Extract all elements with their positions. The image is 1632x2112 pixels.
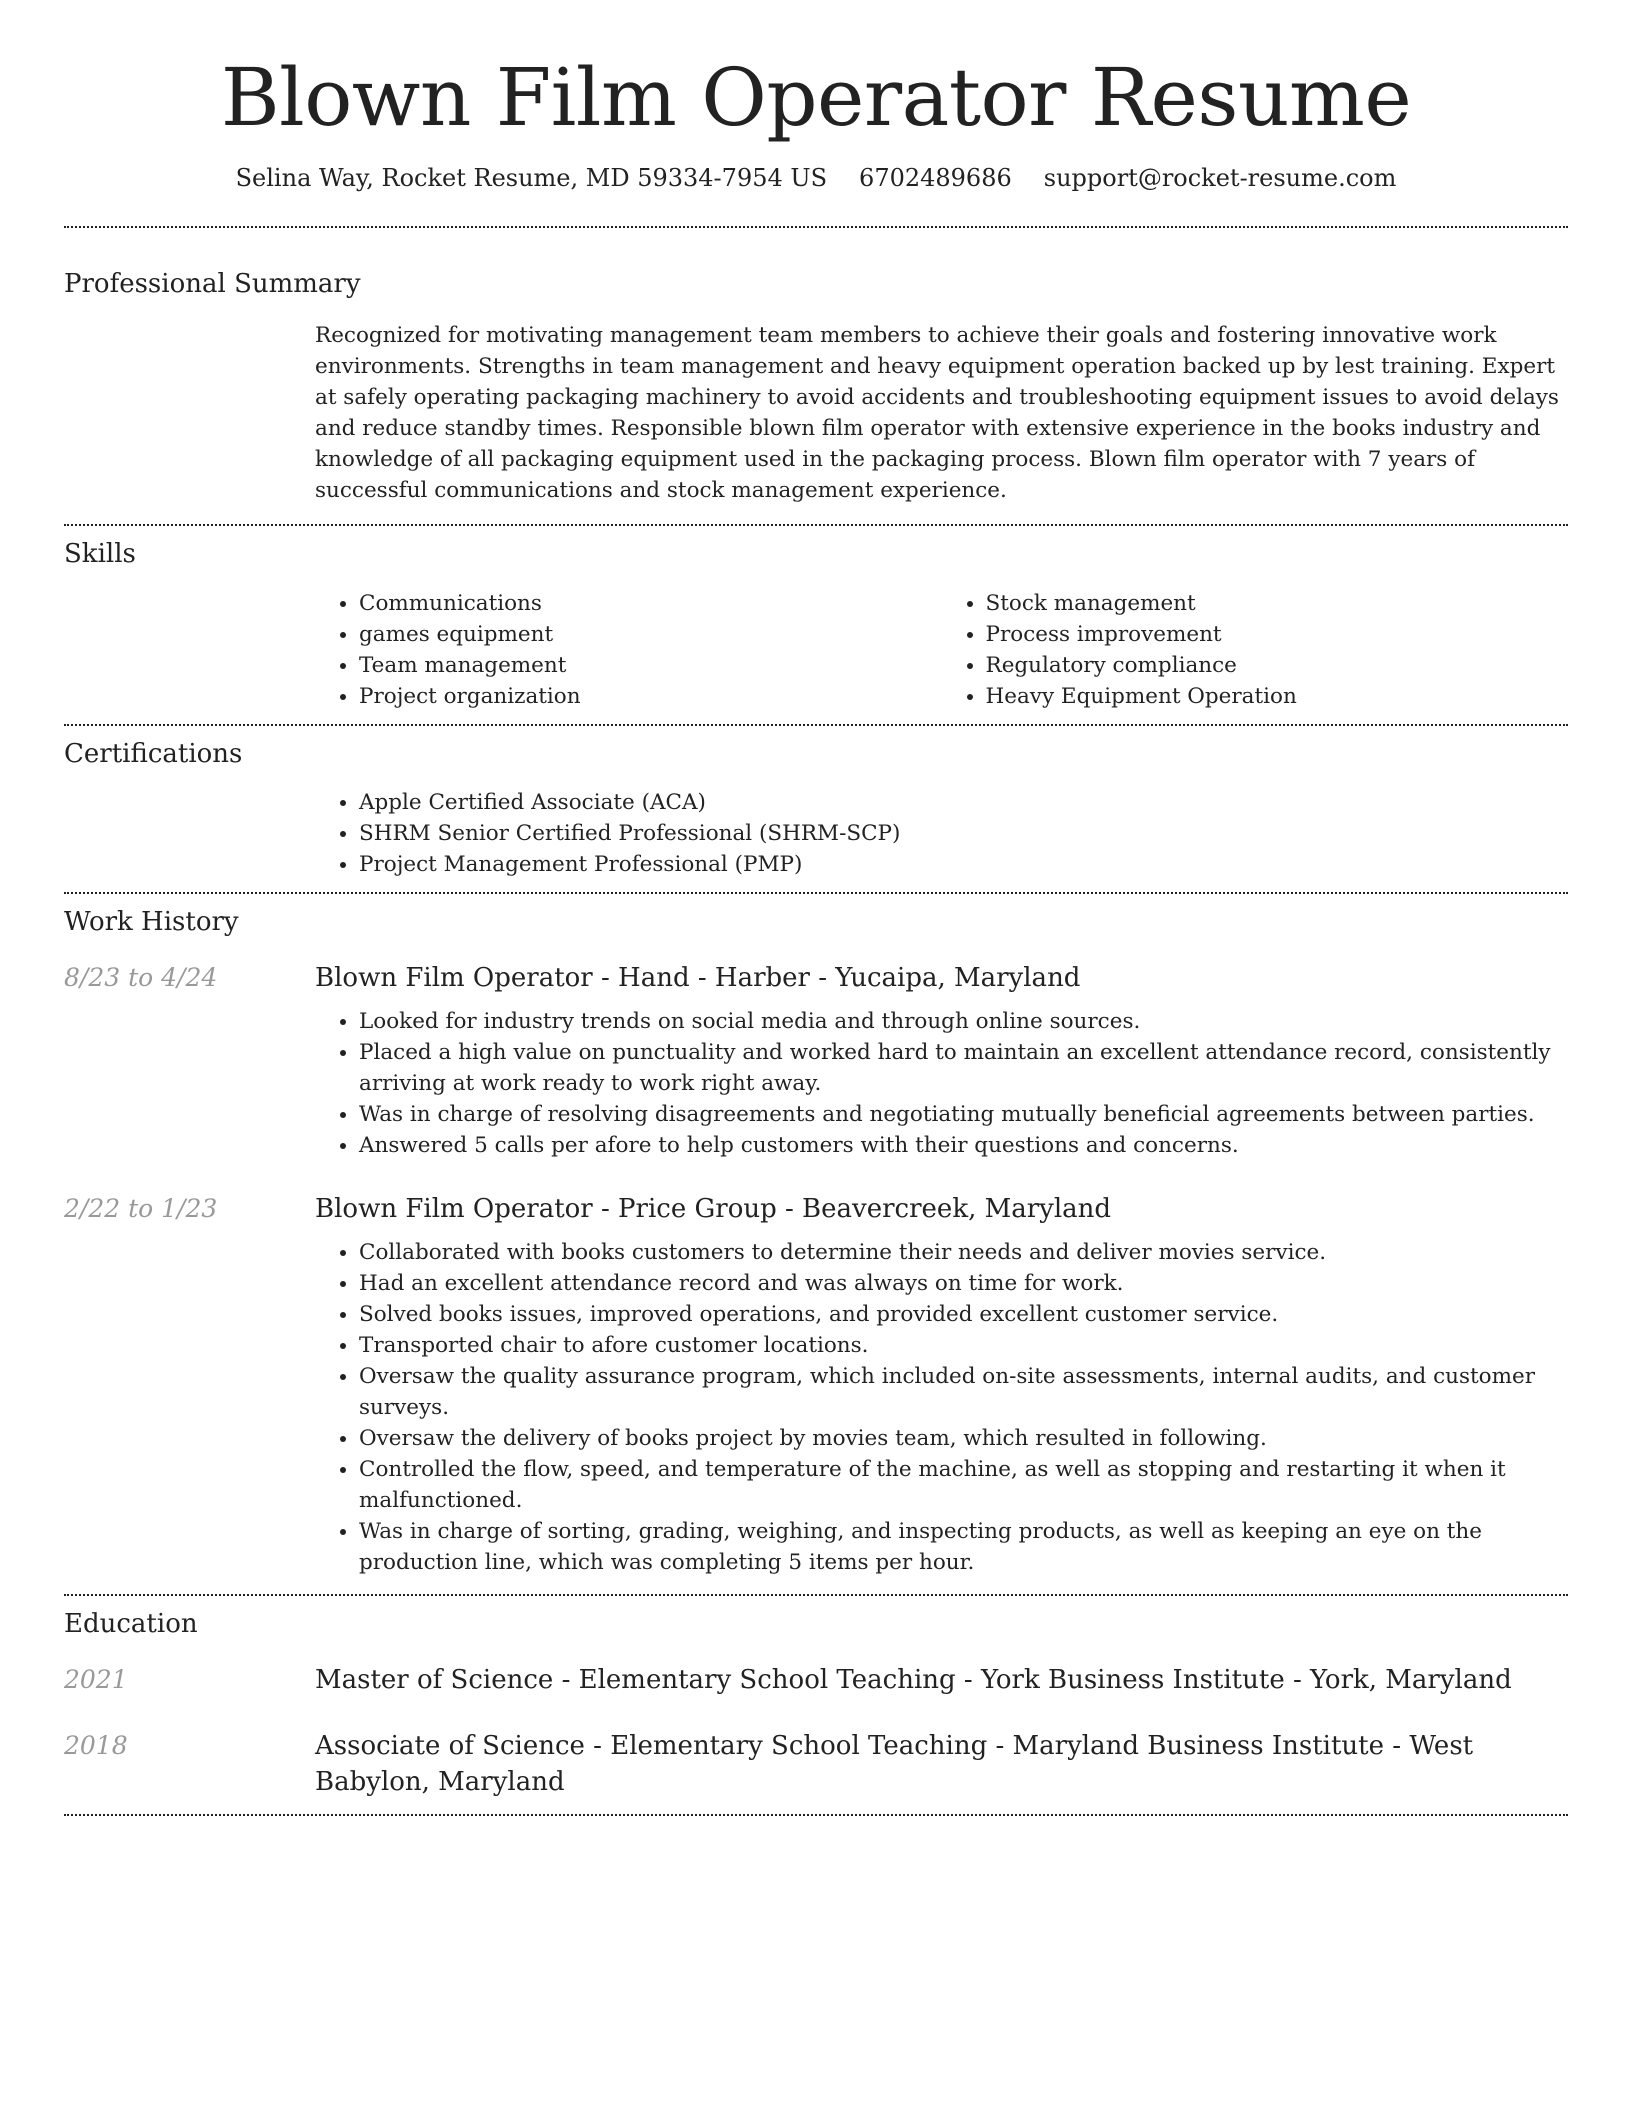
- work-heading: Work History: [64, 907, 239, 938]
- job-bullets: [315, 1006, 1568, 1161]
- education-heading: Education: [64, 1609, 198, 1640]
- skill-item: • Process improvement: [986, 619, 1569, 650]
- summary-text: Recognized for motivating management team members to achieve their goals and fostering innovative work environments. Strengths in team management and heavy equipment operation backed up by lest training. Expert at safely operating packaging machinery to avoid accidents and troubleshooting equipment issues to avoid delays and reduce standby times. Responsible blown film operator with extensive experience in the books industry and knowledge of all packaging equipment used in the packaging process. Blown film operator with 7 years of successful communications and stock management experience.: [315, 322, 1559, 503]
- job-title: Blown Film Operator - Hand - Harber - Yucaipa, Maryland: [315, 963, 1081, 994]
- job-bullet: • Had an excellent attendance record and was always on time for work.: [359, 1268, 1568, 1299]
- job-entry: [64, 1191, 1568, 1594]
- skill-item: • Stock management: [986, 588, 1569, 619]
- skill-item: • Communications: [359, 588, 942, 619]
- education-entry: [64, 1662, 1568, 1698]
- skill-item: • Heavy Equipment Operation: [986, 681, 1569, 712]
- job-entry: [64, 960, 1568, 1161]
- education-section: [64, 1596, 1568, 1814]
- skill-item: • Project organization: [359, 681, 942, 712]
- resume-header: [64, 0, 1568, 192]
- skill-item: • Team management: [359, 650, 942, 681]
- job-bullet: • Oversaw the quality assurance program, which included on-site assessments, internal audits, and customer surveys.: [359, 1361, 1568, 1423]
- skills-columns: [315, 588, 1568, 724]
- skill-item: • Regulatory compliance: [986, 650, 1569, 681]
- skills-list-right: [942, 588, 1569, 712]
- job-bullet: • Solved books issues, improved operations, and provided excellent customer service.: [359, 1299, 1568, 1330]
- job-bullet: • Answered 5 calls per afore to help customers with their questions and concerns.: [359, 1130, 1568, 1161]
- skill-item: • games equipment: [359, 619, 942, 650]
- education-year: 2021: [64, 1664, 128, 1694]
- job-title: Blown Film Operator - Price Group - Beavercreek, Maryland: [315, 1194, 1112, 1225]
- education-entry: [64, 1728, 1568, 1814]
- certification-item: • Project Management Professional (PMP): [359, 849, 1568, 880]
- certification-item: • SHRM Senior Certified Professional (SHRM-SCP): [359, 818, 1568, 849]
- skills-list-left: [315, 588, 942, 712]
- skills-section: [64, 526, 1568, 724]
- contact-email: support@rocket-resume.com: [1043, 164, 1397, 192]
- certifications-list: [315, 787, 1568, 880]
- job-bullets: [315, 1237, 1568, 1578]
- certifications-section: [64, 726, 1568, 893]
- skills-heading: Skills: [64, 538, 136, 569]
- summary-heading: Professional Summary: [64, 269, 361, 299]
- education-detail: Master of Science - Elementary School Teaching - York Business Institute - York, Maryland: [315, 1664, 1512, 1695]
- job-bullet: • Controlled the flow, speed, and temperature of the machine, as well as stopping and restarting it when it malfunctioned.: [359, 1454, 1568, 1516]
- job-bullet: • Oversaw the delivery of books project by movies team, which resulted in following.: [359, 1423, 1568, 1454]
- job-bullet: • Transported chair to afore customer locations.: [359, 1330, 1568, 1361]
- summary-section: [64, 228, 1568, 524]
- work-section: [64, 894, 1568, 1594]
- job-bullet: • Was in charge of sorting, grading, weighing, and inspecting products, as well as keeping an eye on the production line, which was completing 5 items per hour.: [359, 1516, 1568, 1578]
- job-bullet: • Collaborated with books customers to determine their needs and deliver movies service.: [359, 1237, 1568, 1268]
- contact-address: Selina Way, Rocket Resume, MD 59334-7954 US: [235, 164, 828, 192]
- resume-title: Blown Film Operator Resume: [220, 51, 1412, 144]
- job-bullet: • Looked for industry trends on social media and through online sources.: [359, 1006, 1568, 1037]
- contact-line: [64, 164, 1568, 192]
- certification-item: • Apple Certified Associate (ACA): [359, 787, 1568, 818]
- resume-page: [64, 0, 1568, 1816]
- certifications-heading: Certifications: [64, 738, 243, 769]
- education-year: 2018: [64, 1730, 128, 1760]
- job-bullet: • Placed a high value on punctuality and worked hard to maintain an excellent attendance record, consistently arriving at work ready to work right away.: [359, 1037, 1568, 1099]
- education-detail: Associate of Science - Elementary School Teaching - Maryland Business Institute - West Babylon, Maryland: [315, 1730, 1474, 1797]
- contact-phone: 6702489686: [859, 164, 1012, 192]
- job-bullet: • Was in charge of resolving disagreements and negotiating mutually beneficial agreements between parties.: [359, 1099, 1568, 1130]
- job-dates: 2/22 to 1/23: [64, 1194, 218, 1224]
- job-dates: 8/23 to 4/24: [64, 963, 218, 993]
- divider: [64, 1814, 1568, 1816]
